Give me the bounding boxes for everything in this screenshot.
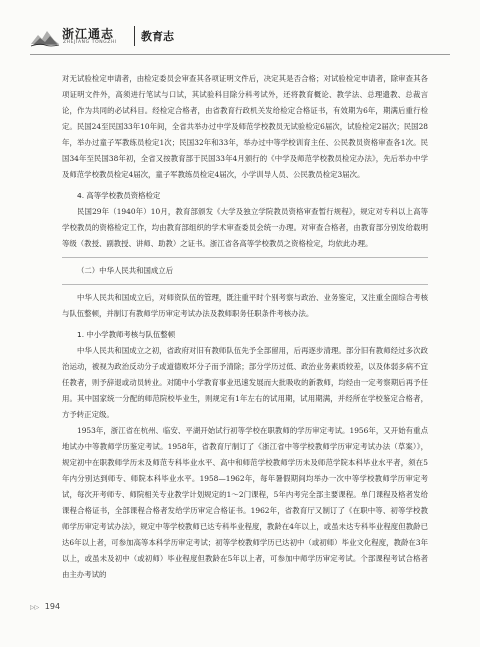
page-content — [62, 71, 428, 583]
mountain-logo-icon — [30, 24, 60, 48]
logo-title: 浙江通志 — [62, 27, 115, 41]
paragraph: 民国29年（1940年）10月，教育部颁发《大学及独立学院教员资格审查暂行规程》，规定对专科以上高等学校教员的资格检定工作，均由教育部组织的学术审查委员会统一办理。对审查合格者，由教育部分别发给载明等级（教授、副教授、讲师、助教）之证书。浙江省各高等学校教员之资格检定，均依此办理。 — [62, 207, 428, 248]
page-number: 194 — [44, 602, 61, 611]
page-footer — [30, 602, 60, 611]
page-header — [30, 24, 450, 50]
section-heading: （二）中华人民共和国成立后 — [77, 266, 174, 275]
subsection-heading: 4. 高等学校教员资格检定 — [77, 191, 161, 200]
paragraph: 中华人民共和国成立之初，省政府对旧有教师队伍先予全部留用，后再逐步清理。部分旧有教师经过多次政治运动，被视为政治反动分子或道德败坏分子而予清除；部分学历过低、政治业务素质较差，以及体弱多病不宜任教者，则予辞退或动员转业。对随中小学教育事业迅速发展而大批吸收的新教师，均经由一定考察期后再予任用。其中国家统一分配的师范院校毕业生，则规定有1年左右的试用期，试用期满，并经所在学校鉴定合格者，方予转正定级。 — [62, 346, 428, 419]
logo-subtitle: ZHEJIANG TONGZHI — [63, 40, 117, 45]
subsection-heading: 1. 中小学教师考核与队伍整顿 — [77, 330, 176, 339]
header-divider — [134, 26, 135, 46]
section-name: 教育志 — [141, 30, 174, 43]
paragraph: 1953年，浙江省在杭州、临安、平湖开始试行初等学校在职教师的学历审定考试。1956年，又开始有重点地试办中等教师学历鉴定考试。1958年，省教育厅制订了《浙江省中等学校教师学历审定考试办法（草案）》，规定初中在职教师学历未及师范专科毕业水平、高中和师范学校教师学历未及师范学院本科毕业水平者，须在5年内分别达到师专、师院本科毕业水平。1958—1962年，每年暑假期间均举办一次中等学校教师学历审定考试，每次开考师专、师院相关专业教学计划规定的1～2门课程，5年内考完全部主要课程。单门课程及格者发给课程合格证书，全部课程合格者发给学历审定合格证书。1962年，省教育厅又制订了《在职中等、初等学校教师学历审定考试办法》，规定中等学校教师已达专科毕业程度，教龄在4年以上，或虽未达专科毕业程度但教龄已达6年以上者，可参加高等本科学历审定考试；初等学校教师学历已达初中（或初师）毕业文化程度，教龄在3年以上，或虽未及初中（或初师）毕业程度但教龄在5年以上者，可参加中师学历审定考试。个部课程考试合格者由主办考试的 — [62, 426, 428, 579]
header-rule — [30, 54, 450, 55]
paragraph: 中华人民共和国成立后，对师资队伍的管理，既注重平时个别考察与政治、业务鉴定，又注重全面综合考核与队伍整顿，并制订有教师学历审定考试办法及教师职务任职条件考核办法。 — [62, 293, 428, 318]
page-marker-icon: ▷▷ — [30, 604, 40, 611]
paragraph: 对无试验检定申请者，由检定委员会审查其各项证明文件后，决定其是否合格；对试验检定申请者，除审查其各项证明文件外，高须进行笔试与口试，其试验科目除分科考试外，还将教育概论、教学法、总理遗教、总裁言论，作为共同的必试科目。经检定合格者，由省教育行政机关发给检定合格证书，有效期为6年，期满后重行检定。民国24至民国33年10年间，全省共举办过中学及师范学校教员无试验检定6届次，试验检定2届次；民国28年，举办过童子军教练员检定1次；民国32年和33年，举办过中等学校训育主任、公民教员资格审查各1次。民国34年至民国38年初，全省又按教育部于民国33年4月颁行的《中学及师范学校教员检定办法》，先后举办中学及师范学校教员检定4届次，童子军教练员检定4届次，小学训导人员、公民教员检定3届次。 — [62, 74, 428, 179]
